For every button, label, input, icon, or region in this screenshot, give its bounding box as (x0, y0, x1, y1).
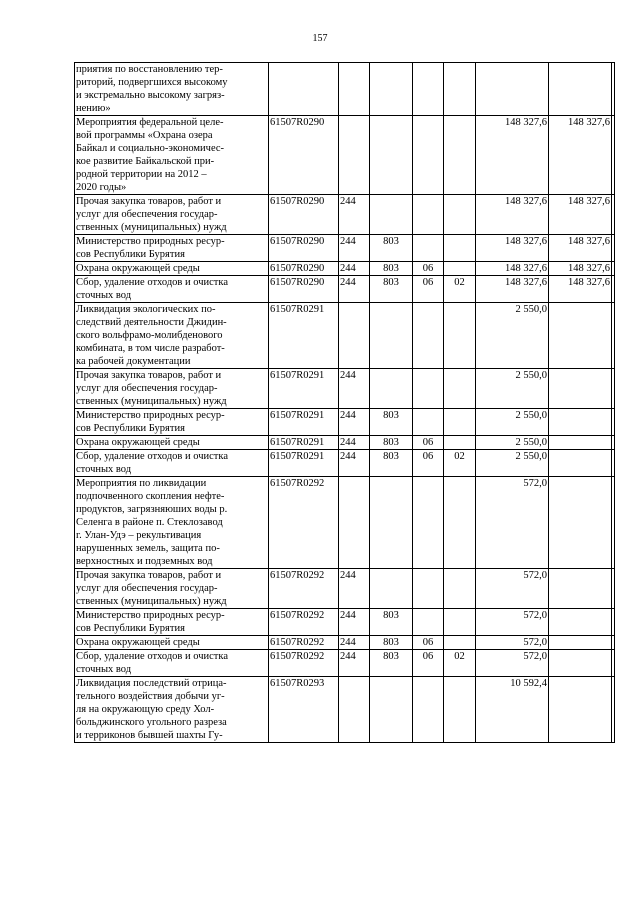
expense-type-cell: 244 (339, 235, 370, 262)
table-edge (612, 116, 615, 195)
target-code-cell: 61507R0290 (269, 276, 339, 303)
section-code-cell: 06 (413, 276, 444, 303)
amount-cell-2 (549, 436, 612, 450)
table-row (75, 450, 615, 477)
row-name-cell: Мероприятия федеральной целе- вой программы «Охрана озера Байкал и социально-экономичес- кое развитие Байкальской при- родной территории на 2012 – 2020 годы» (75, 116, 269, 195)
table-edge (612, 63, 615, 116)
section-code-cell (413, 63, 444, 116)
expense-type-cell (339, 63, 370, 116)
target-code-cell: 61507R0292 (269, 569, 339, 609)
table-row (75, 636, 615, 650)
row-name-cell: Министерство природных ресур- сов Республики Бурятия (75, 409, 269, 436)
target-code-cell: 61507R0291 (269, 369, 339, 409)
amount-cell-2: 148 327,6 (549, 116, 612, 195)
amount-cell-2 (549, 477, 612, 569)
target-code-cell: 61507R0290 (269, 262, 339, 276)
ministry-code-cell (370, 569, 413, 609)
table-edge (612, 650, 615, 677)
subsection-code-cell (444, 262, 476, 276)
table-edge (612, 477, 615, 569)
table-row (75, 195, 615, 235)
amount-cell-1: 2 550,0 (476, 450, 549, 477)
table-row (75, 650, 615, 677)
subsection-code-cell (444, 195, 476, 235)
expense-type-cell (339, 303, 370, 369)
target-code-cell: 61507R0291 (269, 450, 339, 477)
amount-cell-2 (549, 63, 612, 116)
section-code-cell: 06 (413, 450, 444, 477)
section-code-cell (413, 677, 444, 743)
row-name-cell: Охрана окружающей среды (75, 436, 269, 450)
row-name-cell: Сбор, удаление отходов и очистка сточных вод (75, 450, 269, 477)
table-edge (612, 450, 615, 477)
subsection-code-cell (444, 303, 476, 369)
amount-cell-2 (549, 609, 612, 636)
subsection-code-cell: 02 (444, 450, 476, 477)
ministry-code-cell: 803 (370, 436, 413, 450)
subsection-code-cell (444, 369, 476, 409)
section-code-cell (413, 409, 444, 436)
table-edge (612, 569, 615, 609)
table-edge (612, 677, 615, 743)
subsection-code-cell (444, 409, 476, 436)
amount-cell-1: 148 327,6 (476, 262, 549, 276)
amount-cell-2 (549, 650, 612, 677)
table-edge (612, 436, 615, 450)
expense-type-cell: 244 (339, 276, 370, 303)
budget-table (74, 62, 615, 743)
ministry-code-cell (370, 369, 413, 409)
table-edge (612, 409, 615, 436)
amount-cell-1 (476, 63, 549, 116)
row-name-cell: Сбор, удаление отходов и очистка сточных вод (75, 650, 269, 677)
section-code-cell: 06 (413, 636, 444, 650)
expense-type-cell (339, 477, 370, 569)
ministry-code-cell: 803 (370, 235, 413, 262)
subsection-code-cell (444, 63, 476, 116)
amount-cell-1: 572,0 (476, 650, 549, 677)
amount-cell-2 (549, 409, 612, 436)
expense-type-cell: 244 (339, 369, 370, 409)
subsection-code-cell (444, 569, 476, 609)
table-edge (612, 369, 615, 409)
table-row (75, 569, 615, 609)
subsection-code-cell (444, 235, 476, 262)
amount-cell-2 (549, 677, 612, 743)
amount-cell-2: 148 327,6 (549, 276, 612, 303)
table-row (75, 235, 615, 262)
row-name-cell: Охрана окружающей среды (75, 636, 269, 650)
expense-type-cell: 244 (339, 636, 370, 650)
expense-type-cell (339, 116, 370, 195)
table-edge (612, 235, 615, 262)
section-code-cell: 06 (413, 262, 444, 276)
expense-type-cell: 244 (339, 262, 370, 276)
target-code-cell: 61507R0292 (269, 650, 339, 677)
amount-cell-2 (549, 369, 612, 409)
target-code-cell: 61507R0292 (269, 609, 339, 636)
subsection-code-cell: 02 (444, 276, 476, 303)
row-name-cell: Сбор, удаление отходов и очистка сточных вод (75, 276, 269, 303)
budget-table-body (75, 63, 615, 743)
target-code-cell: 61507R0291 (269, 409, 339, 436)
subsection-code-cell (444, 677, 476, 743)
ministry-code-cell: 803 (370, 636, 413, 650)
section-code-cell (413, 477, 444, 569)
ministry-code-cell (370, 303, 413, 369)
amount-cell-2: 148 327,6 (549, 262, 612, 276)
table-row (75, 677, 615, 743)
amount-cell-1: 2 550,0 (476, 303, 549, 369)
target-code-cell: 61507R0291 (269, 303, 339, 369)
ministry-code-cell: 803 (370, 650, 413, 677)
section-code-cell: 06 (413, 650, 444, 677)
table-row (75, 609, 615, 636)
amount-cell-2 (549, 303, 612, 369)
ministry-code-cell (370, 677, 413, 743)
ministry-code-cell: 803 (370, 262, 413, 276)
expense-type-cell: 244 (339, 450, 370, 477)
section-code-cell (413, 116, 444, 195)
amount-cell-2: 148 327,6 (549, 235, 612, 262)
row-name-cell: Прочая закупка товаров, работ и услуг для обеспечения государ- ственных (муниципальных) нужд (75, 195, 269, 235)
page-number: 157 (312, 33, 328, 44)
amount-cell-1: 572,0 (476, 569, 549, 609)
section-code-cell (413, 303, 444, 369)
expense-type-cell: 244 (339, 650, 370, 677)
amount-cell-1: 2 550,0 (476, 436, 549, 450)
target-code-cell: 61507R0290 (269, 195, 339, 235)
amount-cell-2 (549, 569, 612, 609)
amount-cell-2 (549, 636, 612, 650)
ministry-code-cell: 803 (370, 609, 413, 636)
amount-cell-2 (549, 450, 612, 477)
amount-cell-1: 148 327,6 (476, 235, 549, 262)
table-row (75, 409, 615, 436)
amount-cell-1: 572,0 (476, 636, 549, 650)
expense-type-cell: 244 (339, 569, 370, 609)
section-code-cell (413, 369, 444, 409)
expense-type-cell: 244 (339, 409, 370, 436)
expense-type-cell: 244 (339, 436, 370, 450)
amount-cell-1: 2 550,0 (476, 409, 549, 436)
amount-cell-1: 10 592,4 (476, 677, 549, 743)
row-name-cell: Министерство природных ресур- сов Республики Бурятия (75, 235, 269, 262)
ministry-code-cell (370, 477, 413, 569)
target-code-cell: 61507R0290 (269, 235, 339, 262)
row-name-cell: Охрана окружающей среды (75, 262, 269, 276)
row-name-cell: приятия по восстановлению тер- риторий, подвергшихся высокому и экстремально высокому загряз- нению» (75, 63, 269, 116)
subsection-code-cell: 02 (444, 650, 476, 677)
row-name-cell: Министерство природных ресур- сов Республики Бурятия (75, 609, 269, 636)
target-code-cell: 61507R0293 (269, 677, 339, 743)
amount-cell-2: 148 327,6 (549, 195, 612, 235)
amount-cell-1: 148 327,6 (476, 195, 549, 235)
row-name-cell: Прочая закупка товаров, работ и услуг для обеспечения государ- ственных (муниципальных) нужд (75, 369, 269, 409)
subsection-code-cell (444, 636, 476, 650)
table-row (75, 262, 615, 276)
subsection-code-cell (444, 116, 476, 195)
target-code-cell: 61507R0292 (269, 636, 339, 650)
expense-type-cell (339, 677, 370, 743)
amount-cell-1: 572,0 (476, 477, 549, 569)
ministry-code-cell (370, 116, 413, 195)
expense-type-cell: 244 (339, 195, 370, 235)
target-code-cell: 61507R0292 (269, 477, 339, 569)
amount-cell-1: 2 550,0 (476, 369, 549, 409)
table-edge (612, 262, 615, 276)
section-code-cell (413, 609, 444, 636)
table-row (75, 477, 615, 569)
section-code-cell (413, 235, 444, 262)
table-edge (612, 609, 615, 636)
section-code-cell (413, 569, 444, 609)
amount-cell-1: 572,0 (476, 609, 549, 636)
target-code-cell: 61507R0291 (269, 436, 339, 450)
table-row (75, 436, 615, 450)
row-name-cell: Мероприятия по ликвидации подпочвенного скопления нефте- продуктов, загрязняюших воды р. Селенга в районе п. Стеклозавод г. Улан-Удэ – рекультивация нарушенных земель, защита по- верхностных и подземных вод (75, 477, 269, 569)
expense-type-cell: 244 (339, 609, 370, 636)
ministry-code-cell: 803 (370, 409, 413, 436)
table-row (75, 303, 615, 369)
row-name-cell: Ликвидация экологических по- следствий деятельности Джидин- ского вольфрамо-молибденового комбината, в том числе разработ- ка рабочей документации (75, 303, 269, 369)
ministry-code-cell: 803 (370, 276, 413, 303)
ministry-code-cell: 803 (370, 450, 413, 477)
subsection-code-cell (444, 609, 476, 636)
table-row (75, 369, 615, 409)
subsection-code-cell (444, 436, 476, 450)
target-code-cell (269, 63, 339, 116)
section-code-cell: 06 (413, 436, 444, 450)
row-name-cell: Ликвидация последствий отрица- тельного воздействия добычи уг- ля на окружающую среду Хол- больджинского угольного разреза и терриконов бывшей шахты Гу- (75, 677, 269, 743)
table-row (75, 116, 615, 195)
target-code-cell: 61507R0290 (269, 116, 339, 195)
ministry-code-cell (370, 63, 413, 116)
row-name-cell: Прочая закупка товаров, работ и услуг для обеспечения государ- ственных (муниципальных) нужд (75, 569, 269, 609)
table-edge (612, 195, 615, 235)
table-edge (612, 303, 615, 369)
table-edge (612, 276, 615, 303)
section-code-cell (413, 195, 444, 235)
amount-cell-1: 148 327,6 (476, 116, 549, 195)
subsection-code-cell (444, 477, 476, 569)
table-row (75, 276, 615, 303)
table-row (75, 63, 615, 116)
table-edge (612, 636, 615, 650)
ministry-code-cell (370, 195, 413, 235)
amount-cell-1: 148 327,6 (476, 276, 549, 303)
